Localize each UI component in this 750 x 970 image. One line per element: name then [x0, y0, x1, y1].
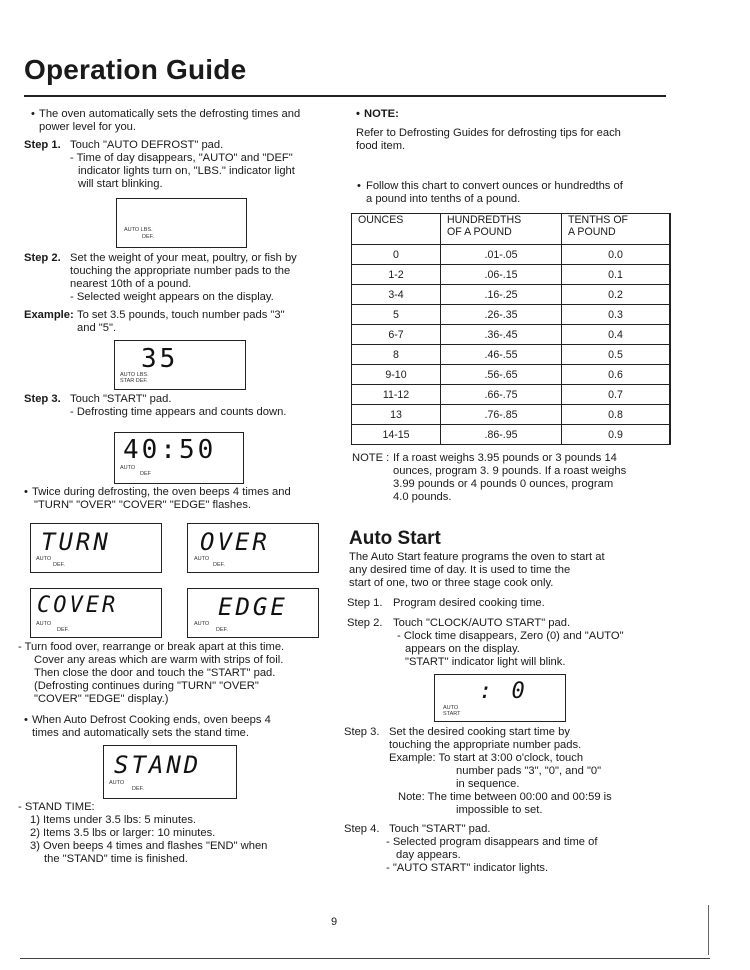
table-cell: 6-7: [352, 325, 441, 345]
step-text: "START" indicator light will blink.: [405, 656, 566, 668]
step-text: number pads "3", "0", and "0": [456, 765, 602, 777]
table-row: [352, 385, 671, 405]
step-text: - Defrosting time appears and counts down.: [70, 406, 287, 418]
step-text: - Time of day disappears, "AUTO" and "DEF": [70, 152, 293, 164]
step-text: - Selected program disappears and time of: [386, 836, 598, 848]
display-indicator: DEF.: [132, 786, 144, 792]
table-cell: 0.0: [562, 245, 671, 265]
display-indicator: AUTO: [443, 705, 459, 711]
step-text: touching the appropriate number pads to the: [70, 265, 291, 277]
table-cell: 11-12: [352, 385, 441, 405]
step-label: Step 1.: [347, 597, 383, 609]
step-text: - "AUTO START" indicator lights.: [386, 862, 549, 874]
table-header: HUNDREDTHS OF A POUND: [441, 214, 562, 245]
table-body: [352, 245, 671, 445]
table-cell: 8: [352, 345, 441, 365]
table-cell: 0.3: [562, 305, 671, 325]
display-defrost-time: [114, 432, 244, 484]
step-text: Touch "START" pad.: [70, 393, 172, 405]
step-text: indicator lights turn on, "LBS." indicator light: [78, 165, 295, 177]
display-stand: [103, 745, 237, 799]
table-cell: .76-.85: [441, 405, 562, 425]
footer-rule: [20, 958, 710, 959]
body-text: Follow this chart to convert ounces or hundredths of: [366, 180, 623, 192]
stand-item: 3) Oven beeps 4 times and flashes "END" when: [30, 840, 268, 852]
display-indicator: DEF: [140, 471, 151, 477]
step-text: impossible to set.: [456, 804, 543, 816]
display-auto-defrost: [116, 198, 247, 248]
step-text: Example: To start at 3:00 o'clock, touch: [389, 752, 584, 764]
body-text: any desired time of day. It is used to time the: [349, 564, 571, 576]
bullet-icon: •: [24, 486, 28, 498]
step-label: Step 1.: [24, 139, 61, 151]
display-indicator: AUTO: [194, 621, 210, 627]
display-indicator: AUTO: [120, 465, 136, 471]
body-text: - Turn food over, rearrange or break apart at this time.: [18, 641, 285, 653]
example-text: To set 3.5 pounds, touch number pads "3": [77, 309, 285, 321]
table-row: [352, 245, 671, 265]
display-indicator: DEF.: [216, 627, 228, 633]
display-weight: [114, 340, 246, 390]
example-text: and "5".: [77, 322, 117, 334]
display-indicator: DEF.: [53, 562, 65, 568]
display-turn: [30, 523, 162, 573]
display-digits: COVER: [37, 593, 119, 618]
step-text: appears on the display.: [405, 643, 520, 655]
display-indicator: AUTO: [36, 621, 52, 627]
display-indicator: DEF.: [142, 234, 154, 240]
step-text: will start blinking.: [78, 178, 163, 190]
step-text: Touch "START" pad.: [389, 823, 491, 835]
step-text: Touch "CLOCK/AUTO START" pad.: [393, 617, 571, 629]
display-indicator: DEF.: [57, 627, 69, 633]
table-row: [352, 365, 671, 385]
margin-line: [708, 905, 709, 955]
table-cell: 0: [352, 245, 441, 265]
note-label: NOTE:: [364, 108, 399, 120]
stand-item: 1) Items under 3.5 lbs: 5 minutes.: [30, 814, 197, 826]
table-cell: 0.8: [562, 405, 671, 425]
body-text: a pound into tenths of a pound.: [366, 193, 521, 205]
table-note-text: If a roast weighs 3.95 pounds or 3 pounds 14: [393, 452, 617, 464]
step-label: Step 4.: [344, 823, 380, 835]
table-note-text: ounces, program 3. 9 pounds. If a roast weighs: [393, 465, 627, 477]
stand-item: the "STAND" time is finished.: [44, 853, 188, 865]
step-text: - Clock time disappears, Zero (0) and "AUTO": [397, 630, 624, 642]
step-text: Set the weight of your meat, poultry, or fish by: [70, 252, 297, 264]
step-text: Touch "AUTO DEFROST" pad.: [70, 139, 224, 151]
display-digits: STAND: [114, 751, 202, 779]
step-label: Step 3.: [24, 393, 61, 405]
stand-label: - STAND TIME:: [18, 801, 95, 813]
table-cell: 0.1: [562, 265, 671, 285]
step-label: Step 2.: [347, 617, 383, 629]
table-cell: 13: [352, 405, 441, 425]
step-label: Step 3.: [344, 726, 380, 738]
table-row: [352, 325, 671, 345]
table-cell: 5: [352, 305, 441, 325]
page-number: 9: [331, 916, 338, 928]
section-title: Auto Start: [349, 528, 441, 549]
display-indicator: AUTO LBS.: [120, 372, 149, 378]
note-text: food item.: [356, 140, 406, 152]
table-cell: .56-.65: [441, 365, 562, 385]
table-cell: 0.2: [562, 285, 671, 305]
table-cell: 0.5: [562, 345, 671, 365]
table-row: [352, 345, 671, 365]
note-text: Refer to Defrosting Guides for defrosting tips for each: [356, 127, 621, 139]
table-cell: .46-.55: [441, 345, 562, 365]
conversion-table: [351, 213, 671, 445]
step-text: in sequence.: [456, 778, 520, 790]
body-text: When Auto Defrost Cooking ends, oven beeps 4: [32, 714, 271, 726]
bullet-icon: •: [31, 108, 35, 120]
display-indicator: AUTO: [194, 556, 210, 562]
display-digits: : 0: [479, 679, 528, 704]
step-text: Program desired cooking time.: [393, 597, 545, 609]
table-row: [352, 425, 671, 445]
display-indicator: STAR DEF.: [120, 378, 148, 384]
display-auto-start: [434, 674, 566, 722]
display-indicator: DEF.: [213, 562, 225, 568]
table-row: [352, 265, 671, 285]
title-rule: [24, 95, 666, 97]
table-note-label: NOTE :: [352, 452, 390, 464]
body-text: "TURN" "OVER" "COVER" "EDGE" flashes.: [34, 499, 252, 511]
step-text: touching the appropriate number pads.: [389, 739, 582, 751]
bullet-icon: •: [356, 108, 360, 120]
body-text: start of one, two or three stage cook only.: [349, 577, 554, 589]
intro-line: power level for you.: [39, 121, 137, 133]
table-cell: 0.4: [562, 325, 671, 345]
display-digits: 40:50: [123, 435, 217, 465]
display-digits: OVER: [200, 528, 270, 556]
intro-line: The oven automatically sets the defrosting times and: [39, 108, 301, 120]
page-title: Operation Guide: [24, 54, 247, 85]
display-digits: EDGE: [218, 593, 288, 621]
body-text: Twice during defrosting, the oven beeps 4 times and: [32, 486, 291, 498]
display-over: [187, 523, 319, 573]
display-digits: 35: [141, 344, 179, 374]
body-text: (Defrosting continues during "TURN" "OVER": [34, 680, 259, 692]
step-text: - Selected weight appears on the display.: [70, 291, 274, 303]
display-edge: [187, 588, 319, 638]
table-cell: .26-.35: [441, 305, 562, 325]
table-cell: .06-.15: [441, 265, 562, 285]
step-text: day appears.: [396, 849, 461, 861]
table-cell: .01-.05: [441, 245, 562, 265]
bullet-icon: •: [357, 180, 361, 192]
display-indicator: START: [443, 711, 461, 717]
step-label: Step 2.: [24, 252, 61, 264]
table-row: [352, 305, 671, 325]
stand-item: 2) Items 3.5 lbs or larger: 10 minutes.: [30, 827, 216, 839]
table-cell: 3-4: [352, 285, 441, 305]
step-text: nearest 10th of a pound.: [70, 278, 192, 290]
table-cell: 0.9: [562, 425, 671, 445]
body-text: times and automatically sets the stand time.: [32, 727, 250, 739]
display-cover: [30, 588, 162, 638]
display-digits: TURN: [41, 528, 111, 556]
table-cell: 0.6: [562, 365, 671, 385]
table-note-text: 4.0 pounds.: [393, 491, 452, 503]
step-text: Set the desired cooking start time by: [389, 726, 570, 738]
body-text: The Auto Start feature programs the oven to start at: [349, 551, 605, 563]
table-row: [352, 405, 671, 425]
table-cell: .16-.25: [441, 285, 562, 305]
table-header: TENTHS OF A POUND: [562, 214, 671, 245]
table-cell: .36-.45: [441, 325, 562, 345]
display-indicator: AUTO LBS.: [124, 227, 153, 233]
table-cell: 0.7: [562, 385, 671, 405]
display-indicator: AUTO: [36, 556, 52, 562]
table-row: [352, 285, 671, 305]
table-cell: 14-15: [352, 425, 441, 445]
table-header: OUNCES: [352, 214, 441, 245]
body-text: Then close the door and touch the "START" pad.: [34, 667, 276, 679]
body-text: "COVER" "EDGE" display.): [34, 693, 169, 705]
step-text: Note: The time between 00:00 and 00:59 is: [398, 791, 612, 803]
table-note-text: 3.99 pounds or 4 pounds 0 ounces, program: [393, 478, 614, 490]
display-indicator: AUTO: [109, 780, 125, 786]
table-cell: .86-.95: [441, 425, 562, 445]
body-text: Cover any areas which are warm with strips of foil.: [34, 654, 284, 666]
example-label: Example:: [24, 309, 74, 321]
table-cell: .66-.75: [441, 385, 562, 405]
bullet-icon: •: [24, 714, 28, 726]
table-cell: 1-2: [352, 265, 441, 285]
table-cell: 9-10: [352, 365, 441, 385]
